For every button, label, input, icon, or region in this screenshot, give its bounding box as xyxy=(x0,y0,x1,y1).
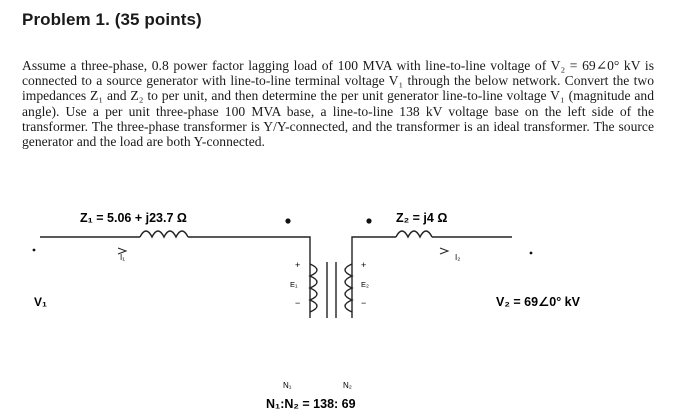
z1-label: Z₁ = 5.06 + j23.7 Ω xyxy=(80,211,187,225)
plus-right: + xyxy=(361,260,367,270)
polarity-dot-2 xyxy=(366,218,371,223)
n2-label: N₂ xyxy=(343,381,352,390)
primary-winding xyxy=(310,264,317,312)
v2-label: V₂ = 69∠0° kV xyxy=(496,295,580,309)
e2-label: E₂ xyxy=(361,280,369,289)
i1-label: I₁ xyxy=(120,253,125,262)
secondary-winding xyxy=(345,264,352,312)
left-top-wire-2 xyxy=(188,237,310,318)
n1-label: N₁ xyxy=(283,381,292,390)
turns-ratio-label: N₁:N₂ = 138: 69 xyxy=(266,397,356,409)
minus-right: − xyxy=(361,298,367,308)
plus-left: + xyxy=(295,260,301,270)
v1-label: V₁ xyxy=(34,295,47,309)
polarity-dot-1 xyxy=(285,218,290,223)
terminal-dot-left xyxy=(33,249,36,252)
z2-inductor xyxy=(396,231,432,237)
i2-label: I₂ xyxy=(455,253,461,262)
z2-label: Z₂ = j4 Ω xyxy=(396,211,448,225)
problem-statement: Assume a three-phase, 0.8 power factor lagging load of 100 MVA with line-to-line voltage of V₂ = 69∠0° kV is connected to a source generator with line-to-line terminal voltage V₁ through the below network. Convert the two impedances Z₁ and Z₂ to per unit, and then determine the per unit generator line-to-line voltage V₁ (magnitude and angle). Use a per unit three-phase 100 MVA base, a line-to-line 138 kV voltage base on the left side of the transformer. The three-phase transformer is Y/Y-connected, and the transformer is an ideal transformer. The source generator and the load are both Y-connected. xyxy=(22,58,654,150)
z1-inductor xyxy=(140,231,188,237)
right-top-wire xyxy=(352,237,396,318)
e1-label: E₁ xyxy=(290,280,298,289)
i2-arrow xyxy=(440,248,448,254)
problem-title: Problem 1. (35 points) xyxy=(22,10,202,29)
terminal-dot-right xyxy=(530,252,533,255)
minus-left: − xyxy=(295,298,301,308)
